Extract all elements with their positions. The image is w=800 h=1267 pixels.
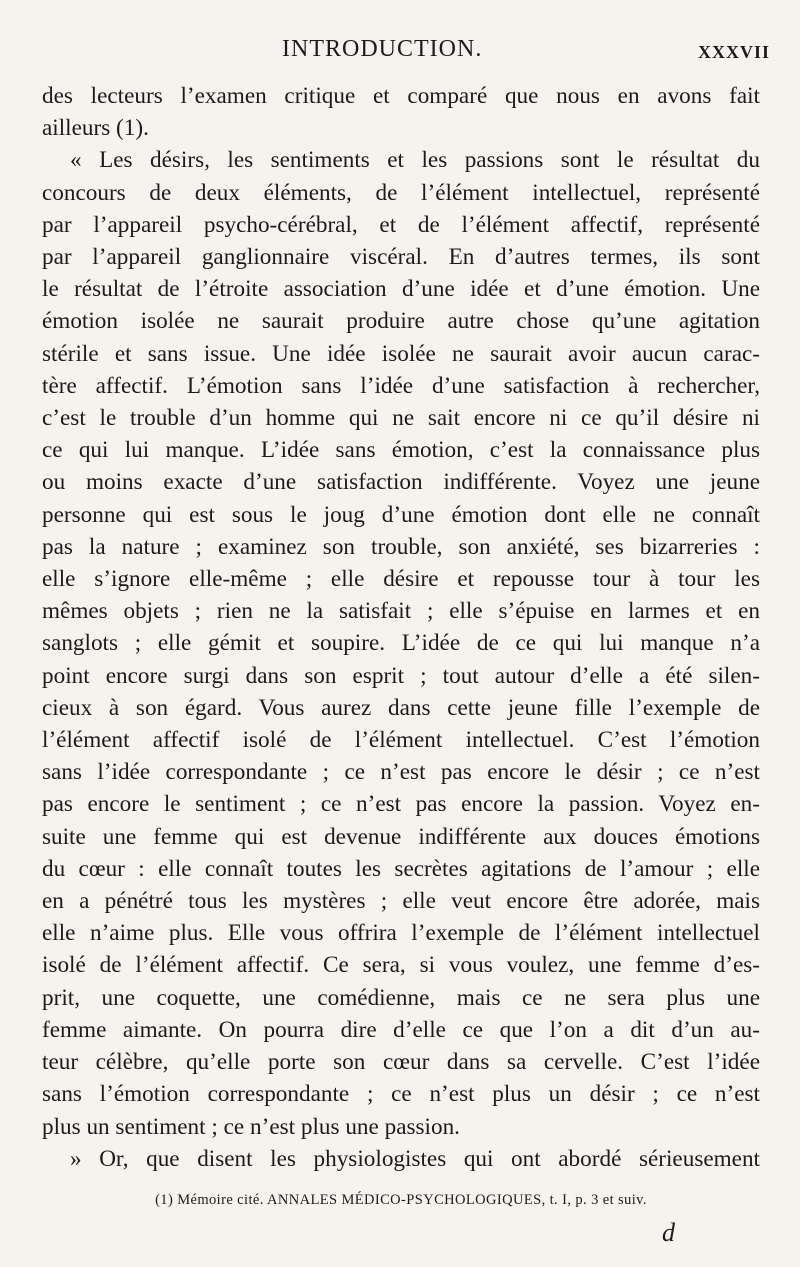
- page-number: XXXVII: [697, 42, 770, 62]
- signature-mark: d: [662, 1218, 675, 1247]
- text-line: elle s’ignore elle-même ; elle désire et repousse tour à tour les: [42, 566, 760, 593]
- text-line: prit, une coquette, une comédienne, mais ce ne sera plus une: [42, 984, 760, 1011]
- text-line: concours de deux éléments, de l’élément intellectuel, représenté: [42, 179, 760, 206]
- text-line: c’est le trouble d’un homme qui ne sait encore ni ce qu’il désire ni: [42, 405, 760, 432]
- text-line: plus un sentiment ; ce n’est plus une passion.: [42, 1113, 460, 1140]
- text-line: ou moins exacte d’une satisfaction indifférente. Voyez une jeune: [42, 469, 760, 496]
- text-line: » Or, que disent les physiologistes qui ont abordé sérieusement: [70, 1145, 760, 1172]
- text-line: personne qui est sous le joug d’une émotion dont elle ne connaît: [42, 501, 760, 528]
- text-line: pas la nature ; examinez son trouble, son anxiété, ses bizarreries :: [42, 533, 760, 560]
- text-line: isolé de l’élément affectif. Ce sera, si vous voulez, une femme d’es-: [42, 952, 760, 979]
- text-line: le résultat de l’étroite association d’une idée et d’une émotion. Une: [42, 276, 760, 303]
- text-line: sanglots ; elle gémit et soupire. L’idée de ce qui lui manque n’a: [42, 630, 760, 657]
- body-text: [42, 80, 760, 1175]
- page-header: [0, 36, 800, 76]
- text-line: par l’appareil psycho-cérébral, et de l’élément affectif, représenté: [42, 211, 760, 238]
- text-line: point encore surgi dans son esprit ; tout autour d’elle a été silen-: [42, 662, 760, 689]
- text-line: elle n’aime plus. Elle vous offrira l’exemple de l’élément intellectuel: [42, 920, 760, 947]
- text-line: pas encore le sentiment ; ce n’est pas encore la passion. Voyez en-: [42, 791, 760, 818]
- text-line: du cœur : elle connaît toutes les secrètes agitations de l’amour ; elle: [42, 855, 760, 882]
- running-title: INTRODUCTION.: [282, 36, 483, 62]
- text-line: l’élément affectif isolé de l’élément intellectuel. C’est l’émotion: [42, 727, 760, 754]
- text-line: ce qui lui manque. L’idée sans émotion, c’est la connaissance plus: [42, 437, 760, 464]
- text-line: tère affectif. L’émotion sans l’idée d’une satisfaction à rechercher,: [42, 372, 760, 399]
- text-line: sans l’émotion correspondante ; ce n’est plus un désir ; ce n’est: [42, 1081, 760, 1108]
- text-line: émotion isolée ne saurait produire autre chose qu’une agitation: [42, 308, 760, 335]
- text-line: sans l’idée correspondante ; ce n’est pas encore le désir ; ce n’est: [42, 759, 760, 786]
- text-line: cieux à son égard. Vous aurez dans cette jeune fille l’exemple de: [42, 694, 760, 721]
- text-line: en a pénétré tous les mystères ; elle veut encore être adorée, mais: [42, 888, 760, 915]
- text-line: stérile et sans issue. Une idée isolée ne saurait avoir aucun carac-: [42, 340, 760, 367]
- text-line: mêmes objets ; rien ne la satisfait ; elle s’épuise en larmes et en: [42, 598, 760, 625]
- text-line: teur célèbre, qu’elle porte son cœur dans sa cervelle. C’est l’idée: [42, 1049, 760, 1076]
- text-line: suite une femme qui est devenue indifférente aux douces émotions: [42, 823, 760, 850]
- text-line: par l’appareil ganglionnaire viscéral. En d’autres termes, ils sont: [42, 244, 760, 271]
- text-line: « Les désirs, les sentiments et les passions sont le résultat du: [70, 147, 760, 174]
- text-line: femme aimante. On pourra dire d’elle ce que l’on a dit d’un au-: [42, 1016, 760, 1043]
- footnote: (1) Mémoire cité. ANNALES MÉDICO-PSYCHOLOGIQUES, t. I, p. 3 et suiv.: [155, 1192, 647, 1208]
- text-line: ailleurs (1).: [42, 115, 149, 142]
- text-line: des lecteurs l’examen critique et comparé que nous en avons fait: [42, 83, 760, 109]
